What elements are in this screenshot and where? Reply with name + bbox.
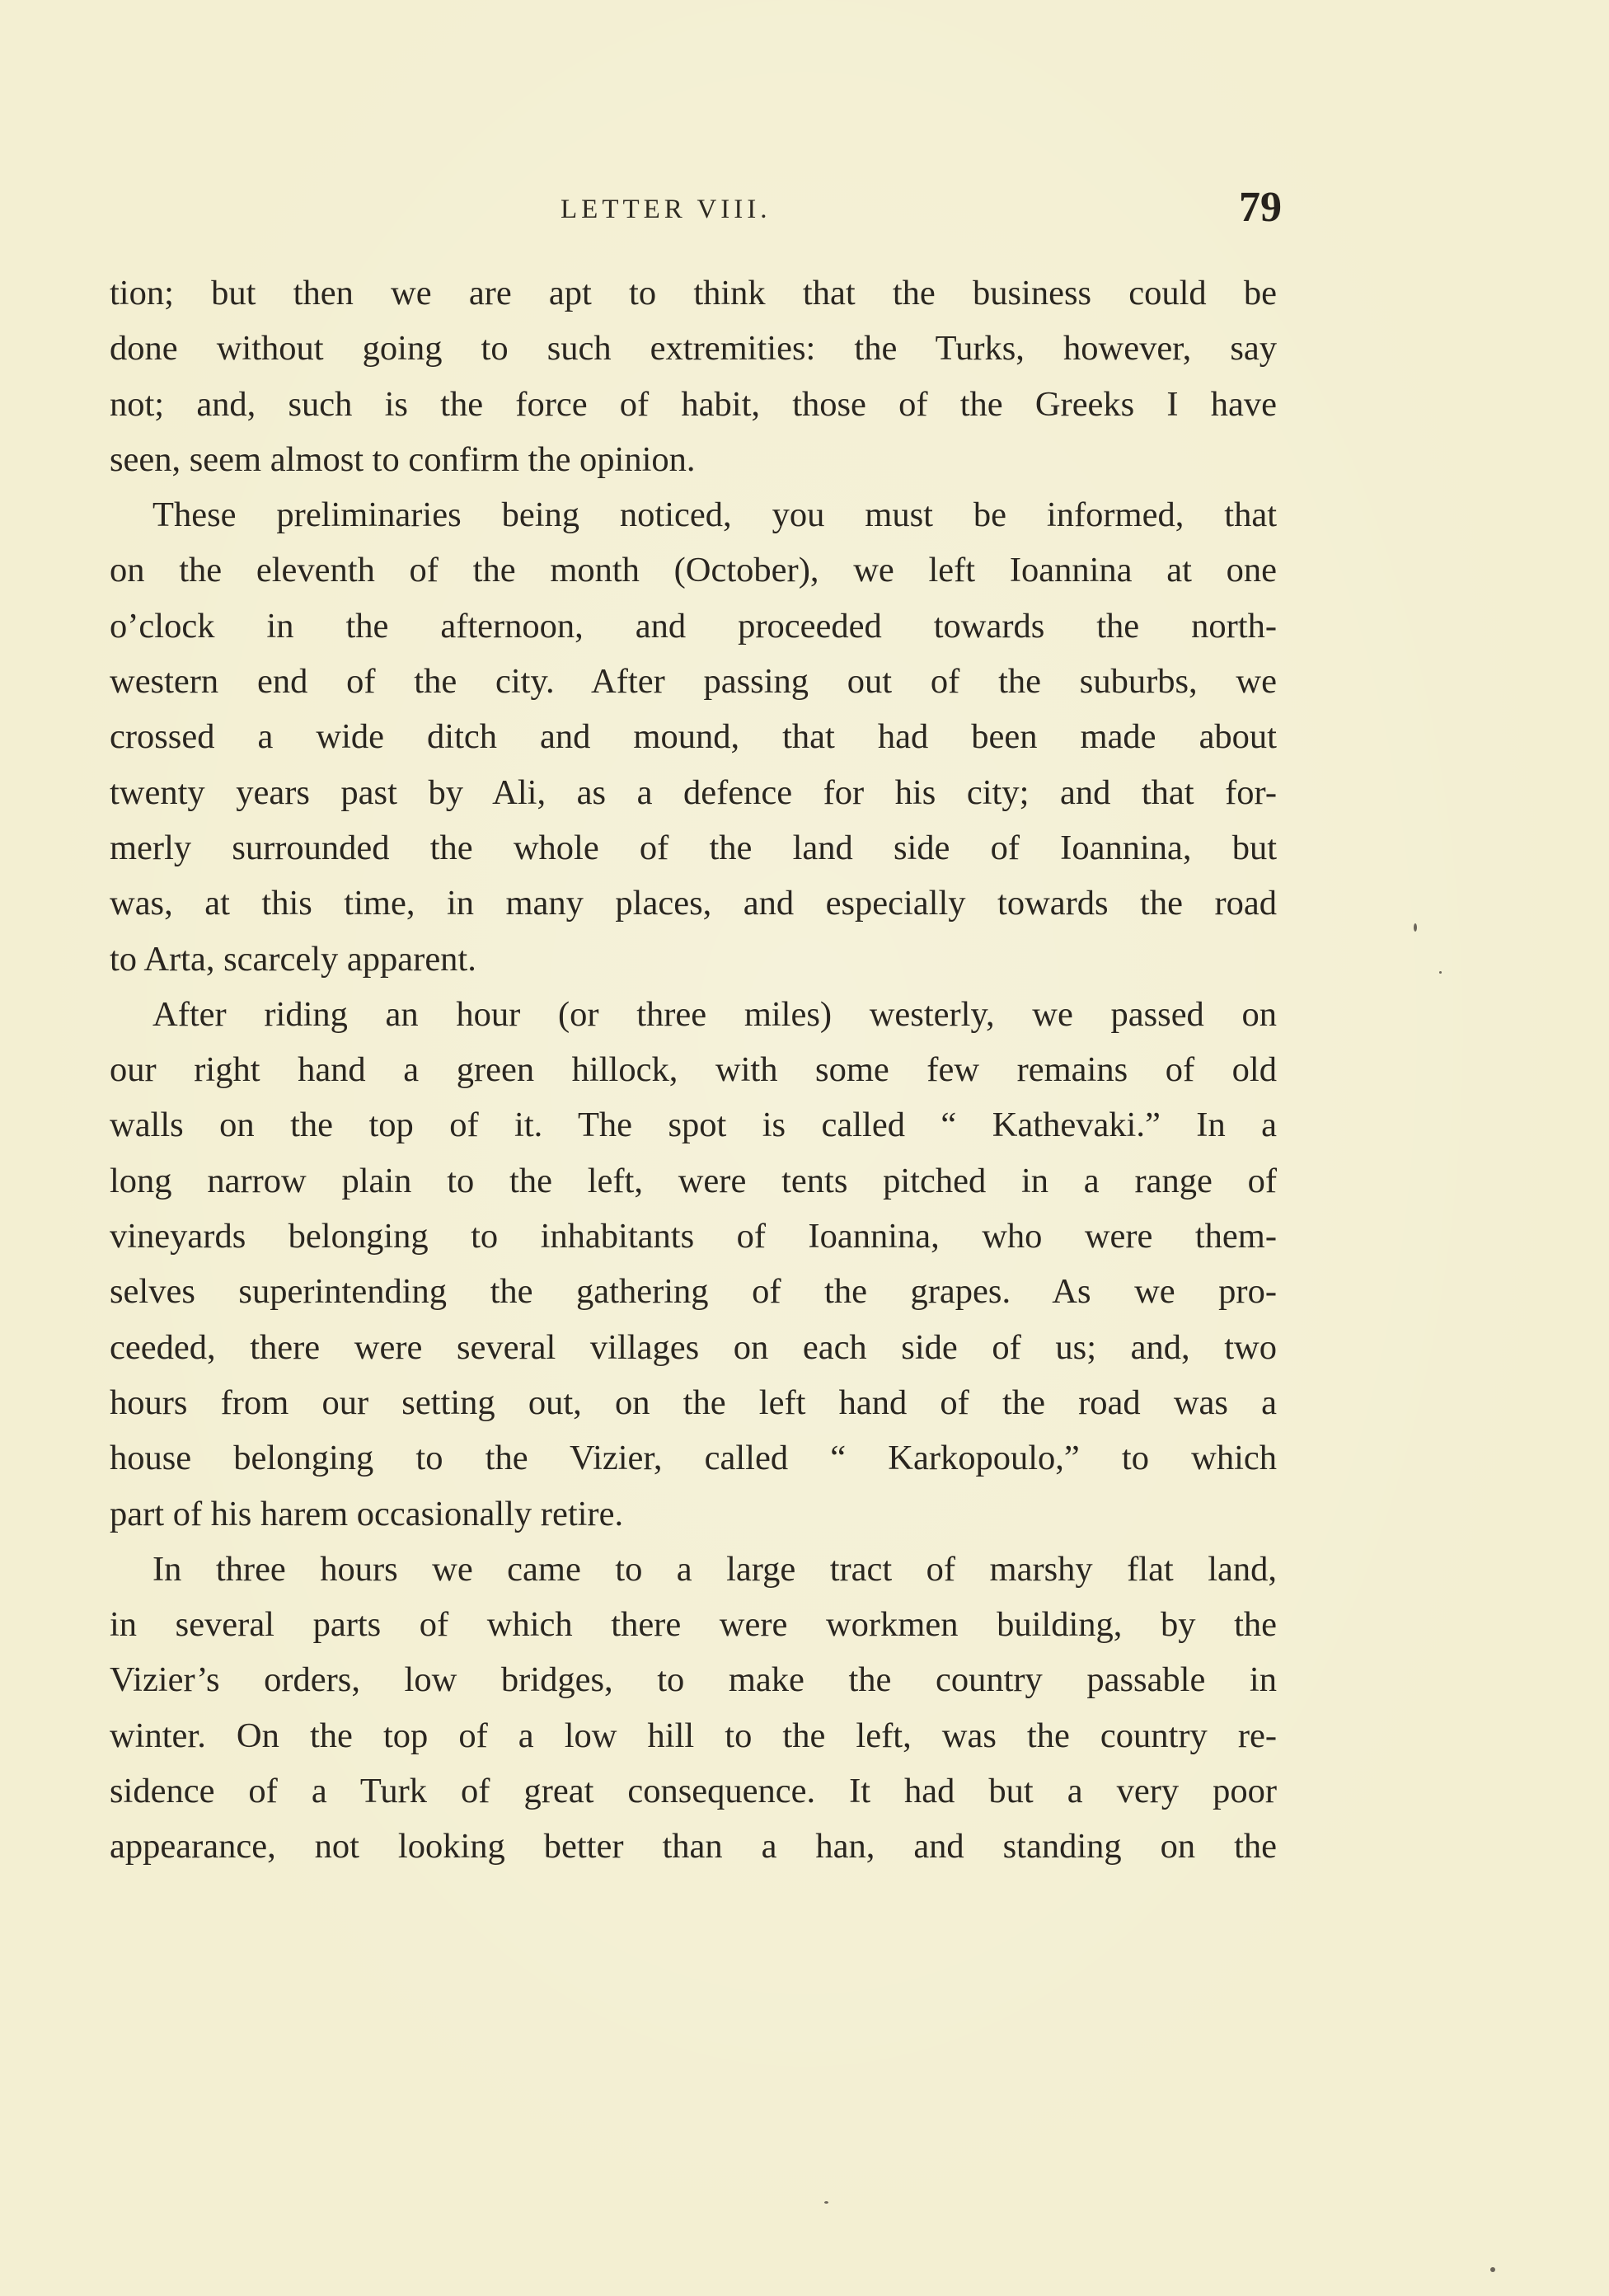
text-line: appearance, not looking better than a han, and standing on the — [110, 1827, 1277, 1866]
text-line: These preliminaries being noticed, you must be informed, that — [152, 495, 1277, 535]
running-title: LETTER VIII. — [561, 195, 772, 224]
text-line: our right hand a green hillock, with some few remains of old — [110, 1050, 1277, 1090]
page-number: 79 — [1239, 184, 1282, 231]
text-line: ceeded, there were several villages on each side of us; and, two — [110, 1327, 1277, 1367]
paper-speck — [1439, 971, 1442, 974]
text-line: hours from our setting out, on the left hand of the road was a — [110, 1383, 1277, 1422]
text-line: part of his harem occasionally retire. — [110, 1494, 624, 1533]
text-line: house belonging to the Vizier, called “ Karkopoulo,” to which — [110, 1439, 1277, 1478]
text-line: o’clock in the afternoon, and proceeded towards the north- — [110, 606, 1277, 646]
text-line: twenty years past by Ali, as a defence for his city; and that for- — [110, 772, 1277, 812]
text-line: seen, seem almost to confirm the opinion. — [110, 439, 696, 479]
text-line: to Arta, scarcely apparent. — [110, 939, 476, 979]
running-head — [111, 184, 1282, 237]
text-line: in several parts of which there were workmen building, by the — [110, 1605, 1277, 1645]
text-line: sidence of a Turk of great consequence. It had but a very poor — [110, 1772, 1277, 1811]
text-line: vineyards belonging to inhabitants of Ioannina, who were them- — [110, 1217, 1277, 1256]
paper-speck — [824, 2201, 828, 2204]
text-line: long narrow plain to the left, were tents pitched in a range of — [110, 1161, 1277, 1200]
paper-speck — [1490, 2267, 1495, 2272]
text-line: After riding an hour (or three miles) westerly, we passed on — [152, 994, 1277, 1034]
text-line: not; and, such is the force of habit, those of the Greeks I have — [110, 384, 1277, 424]
text-line: In three hours we came to a large tract of marshy flat land, — [152, 1549, 1277, 1589]
paper-speck — [1414, 923, 1417, 932]
text-line: crossed a wide ditch and mound, that had been made about — [110, 717, 1277, 757]
body-text — [110, 265, 1277, 1875]
text-line: was, at this time, in many places, and especially towards the road — [110, 884, 1277, 923]
text-line: winter. On the top of a low hill to the left, was the country re- — [110, 1716, 1277, 1755]
text-line: on the eleventh of the month (October), we left Ioannina at one — [110, 551, 1277, 590]
text-line: done without going to such extremities: the Turks, however, say — [110, 329, 1277, 369]
text-line: tion; but then we are apt to think that the business could be — [110, 274, 1277, 312]
text-line: walls on the top of it. The spot is called “ Kathevaki.” In a — [110, 1106, 1277, 1145]
text-line: merly surrounded the whole of the land side of Ioannina, but — [110, 828, 1277, 867]
text-line: western end of the city. After passing out of the suburbs, we — [110, 662, 1277, 702]
text-line: selves superintending the gathering of the grapes. As we pro- — [110, 1272, 1277, 1312]
text-line: Vizier’s orders, low bridges, to make the country passable in — [110, 1660, 1277, 1700]
